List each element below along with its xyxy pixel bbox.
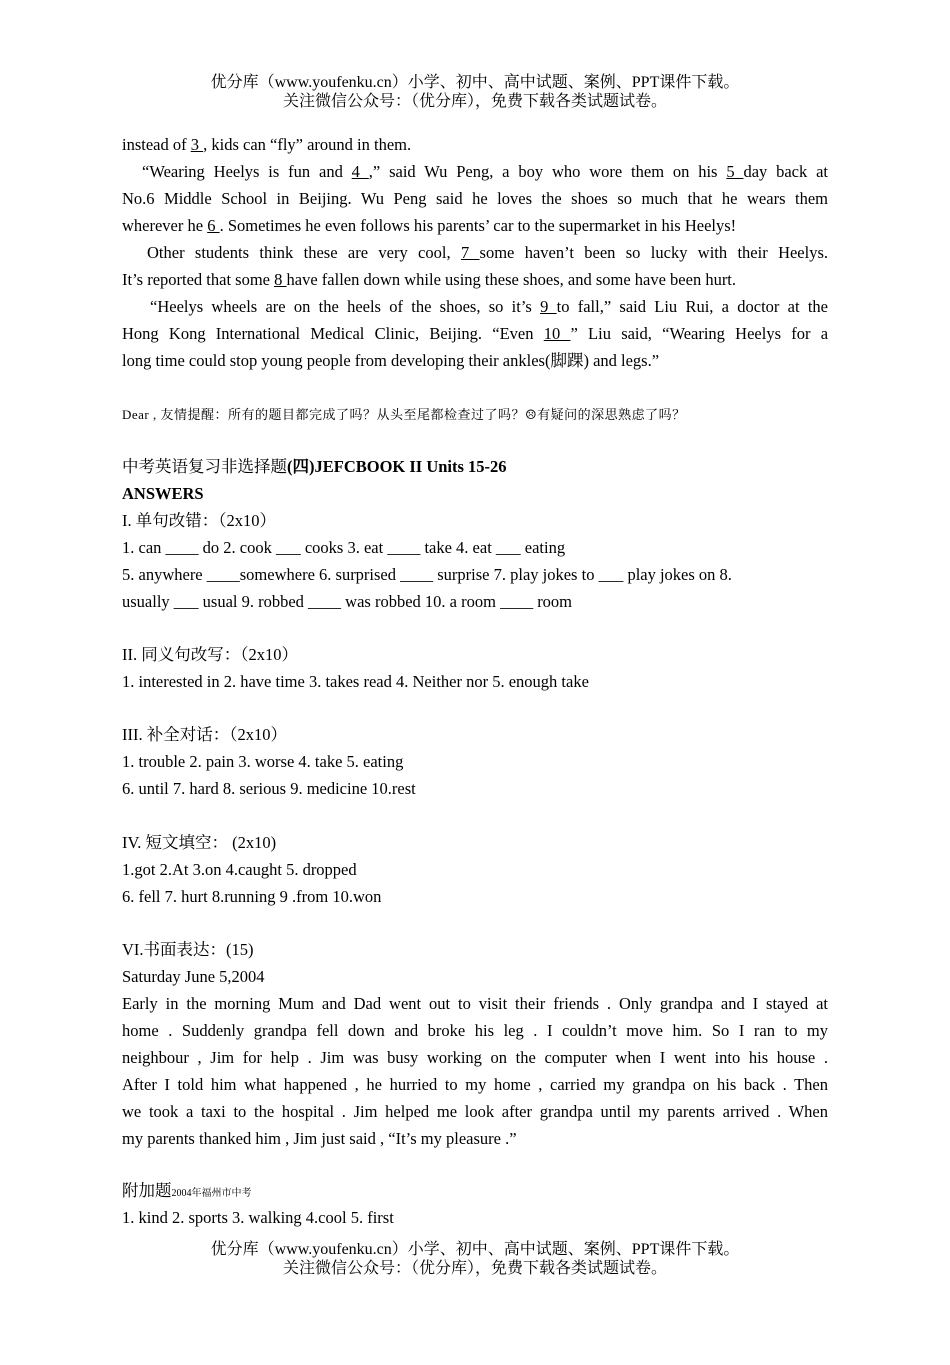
answers-title: 中考英语复习非选择题(四)JEFCBOOK II Units 15-26 [122,457,507,476]
passage-line-6: It’s reported that some 8 have fallen down while using these shoes, and some have been hurt. [122,270,737,289]
passage-line-7: “Heelys wheels are on the heels of the shoes, so it’s 9 to fall,” said Liu Rui, a doctor at the [150,297,828,316]
passage-line-3: No.6 Middle School in Beijing. Wu Peng said he loves the shoes so much that he wears them [122,189,828,208]
footer-line-2: 关注微信公众号：（优分库），免费下载各类试题试卷。 [282,1260,667,1277]
section-1-line-2: 5. anywhere ____somewhere 6. surprised ____ surprise 7. play jokes to ___ play jokes on 8. [122,565,732,584]
section-4-title: IV. 短文填空： (2x10) [122,833,277,852]
section-2-line-1: 1. interested in 2. have time 3. takes read 4. Neither nor 5. enough take [122,672,589,691]
blank-5: 5 [726,162,744,181]
extra-note: 2004年福州市中考 [171,1188,252,1199]
passage-line-2: “Wearing Heelys is fun and 4 ,” said Wu Peng, a boy who wore them on his 5 day back at [142,162,829,181]
section-1-line-1: 1. can ____ do 2. cook ___ cooks 3. eat ____ take 4. eat ___ eating [122,538,566,557]
passage-line-5: Other students think these are very cool, 7 some haven’t been so lucky with their Heelys. [147,243,829,262]
blank-9: 9 [540,297,557,316]
page-header-bottom [0,1240,950,1278]
blank-10: 10 [543,324,571,343]
blank-6: 6 [207,216,220,235]
section-1-title: I. 单句改错：（2x10） [122,511,276,530]
essay-line-1: Early in the morning Mum and Dad went out to visit their friends . Only grandpa and I stayed at [122,994,828,1013]
section-4-line-2: 6. fell 7. hurt 8.running 9 .from 10.won [122,887,382,906]
passage-line-4: wherever he 6 . Sometimes he even follows his parents’ car to the supermarket in his Heelys! [122,216,737,235]
section-2-title: II. 同义句改写：（2x10） [122,645,298,664]
essay-line-3: neighbour , Jim for help . Jim was busy working on the computer when I went into his house . [122,1048,828,1067]
passage-line-9: long time could stop young people from developing their ankles(脚踝) and legs.” [122,351,660,370]
essay-date: Saturday June 5,2004 [122,967,265,986]
essay-line-6: my parents thanked him , Jim just said , “It’s my pleasure .” [122,1129,517,1148]
blank-7: 7 [460,243,480,262]
footer-line-1: 优分库（www.youfenku.cn）小学、初中、高中试题、案例、PPT课件下载。 [210,1241,740,1258]
section-4-line-1: 1.got 2.At 3.on 4.caught 5. dropped [122,860,357,879]
section-6-title: VI.书面表达：(15) [122,940,254,959]
blank-3: 3 [190,135,204,154]
essay-line-4: After I told him what happened , he hurried to my home , carried my grandpa on his back . Then [122,1075,828,1094]
section-3-title: III. 补全对话：（2x10） [122,725,287,744]
reminder-tip: Dear , 友情提醒：所有的题目都完成了吗？从头至尾都检查过了吗？☹有疑问的深思熟虑了吗？ [122,407,686,422]
header-line-2: 关注微信公众号：（优分库），免费下载各类试题试卷。 [282,93,667,110]
extra-line-1: 1. kind 2. sports 3. walking 4.cool 5. first [122,1208,394,1227]
extra-title: 附加题2004年福州市中考 [122,1181,252,1200]
section-1-line-3: usually ___ usual 9. robbed ____ was robbed 10. a room ____ room [122,592,573,611]
blank-8: 8 [274,270,287,289]
blank-4: 4 [351,162,369,181]
header-line-1: 优分库（www.youfenku.cn）小学、初中、高中试题、案例、PPT课件下载。 [210,74,740,91]
page-header-top [0,73,950,111]
section-3-line-2: 6. until 7. hard 8. serious 9. medicine 10.rest [122,779,416,798]
passage-line-1: instead of 3 , kids can “fly” around in them. [122,135,412,154]
passage-line-8: Hong Kong International Medical Clinic, Beijing. “Even 10 ” Liu said, “Wearing Heelys for a [122,324,829,343]
essay-line-5: we took a taxi to the hospital . Jim helped me look after grandpa until my parents arrived . When [122,1102,828,1121]
essay-line-2: home . Suddenly grandpa fell down and broke his leg . I couldn’t move him. So I ran to my [122,1021,828,1040]
answers-heading: ANSWERS [122,484,204,503]
section-3-line-1: 1. trouble 2. pain 3. worse 4. take 5. eating [122,752,404,771]
